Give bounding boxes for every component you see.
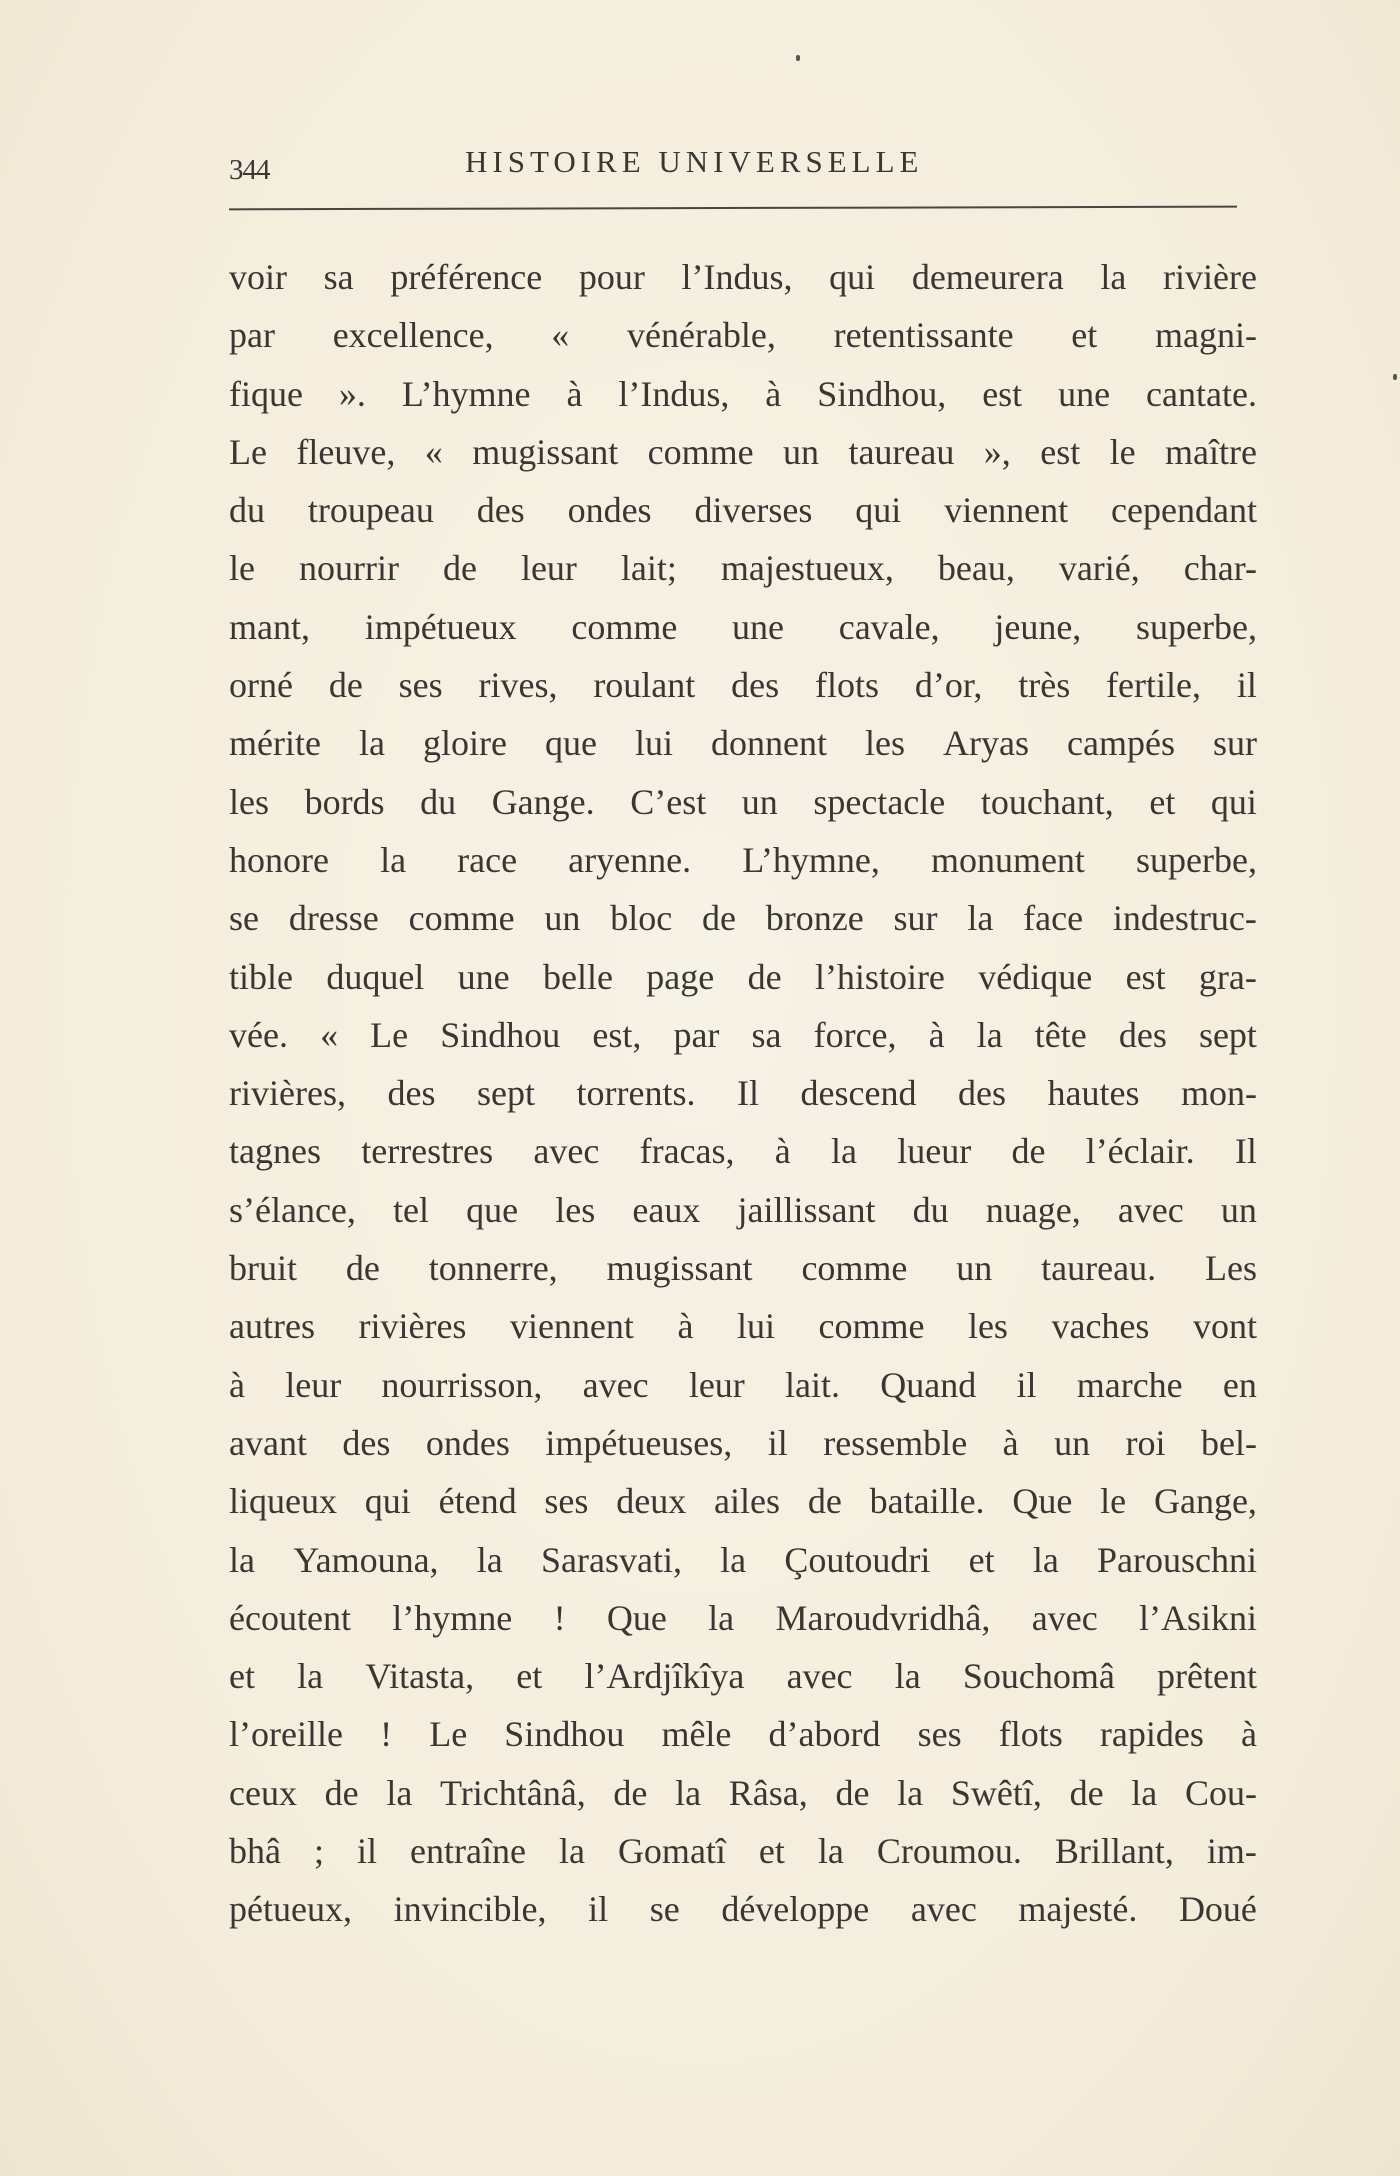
text-line: autres rivières viennent à lui comme les vaches vont bbox=[229, 1306, 1257, 1347]
text-line: l’oreille ! Le Sindhou mêle d’abord ses flots rapides à bbox=[229, 1714, 1257, 1755]
text-line: avant des ondes impétueuses, il ressemble à un roi bel- bbox=[229, 1422, 1257, 1463]
text-line: les bords du Gange. C’est un spectacle touchant, et qui bbox=[229, 781, 1257, 822]
header-rule bbox=[229, 206, 1237, 211]
ink-speck bbox=[1393, 374, 1397, 380]
text-line: par excellence, « vénérable, retentissante et magni- bbox=[229, 315, 1257, 356]
text-line: orné de ses rives, roulant des flots d’or, très fertile, il bbox=[229, 665, 1257, 706]
text-line: rivières, des sept torrents. Il descend des hautes mon- bbox=[229, 1073, 1257, 1114]
text-line: mérite la gloire que lui donnent les Aryas campés sur bbox=[229, 723, 1257, 764]
text-line: bruit de tonnerre, mugissant comme un taureau. Les bbox=[229, 1248, 1257, 1289]
text-line: bhâ ; il entraîne la Gomatî et la Croumou. Brillant, im- bbox=[229, 1831, 1257, 1872]
text-line: le nourrir de leur lait; majestueux, beau, varié, char- bbox=[229, 548, 1257, 589]
body-text bbox=[229, 248, 1257, 1939]
page-header bbox=[229, 140, 1235, 190]
text-line: et la Vitasta, et l’Ardjîkîya avec la Souchomâ prêtent bbox=[229, 1656, 1257, 1697]
text-line: s’élance, tel que les eaux jaillissant du nuage, avec un bbox=[229, 1189, 1257, 1230]
text-line: voir sa préférence pour l’Indus, qui demeurera la rivière bbox=[229, 257, 1257, 297]
ink-speck bbox=[796, 55, 800, 61]
text-line: ceux de la Trichtânâ, de la Râsa, de la Swêtî, de la Cou- bbox=[229, 1772, 1257, 1813]
text-line: se dresse comme un bloc de bronze sur la face indestruc- bbox=[229, 898, 1257, 939]
text-line: mant, impétueux comme une cavale, jeune, superbe, bbox=[229, 606, 1257, 647]
text-line: tible duquel une belle page de l’histoire védique est gra- bbox=[229, 956, 1257, 997]
text-line: la Yamouna, la Sarasvati, la Çoutoudri et la Parouschni bbox=[229, 1539, 1257, 1580]
text-line: fique ». L’hymne à l’Indus, à Sindhou, est une cantate. bbox=[229, 373, 1257, 414]
text-line: pétueux, invincible, il se développe avec majesté. Doué bbox=[229, 1889, 1257, 1930]
text-line: honore la race aryenne. L’hymne, monument superbe, bbox=[229, 839, 1257, 880]
text-line: tagnes terrestres avec fracas, à la lueur de l’éclair. Il bbox=[229, 1131, 1257, 1172]
text-line: à leur nourrisson, avec leur lait. Quand il marche en bbox=[229, 1364, 1257, 1405]
text-line: Le fleuve, « mugissant comme un taureau », est le maître bbox=[229, 431, 1257, 472]
text-line: du troupeau des ondes diverses qui viennent cependant bbox=[229, 490, 1257, 531]
text-line: liqueux qui étend ses deux ailes de bataille. Que le Gange, bbox=[229, 1481, 1257, 1522]
running-title: HISTOIRE UNIVERSELLE bbox=[465, 144, 924, 179]
text-line: écoutent l’hymne ! Que la Maroudvridhâ, avec l’Asikni bbox=[229, 1597, 1257, 1638]
text-line: vée. « Le Sindhou est, par sa force, à la tête des sept bbox=[229, 1014, 1257, 1055]
page-number: 344 bbox=[229, 154, 270, 186]
